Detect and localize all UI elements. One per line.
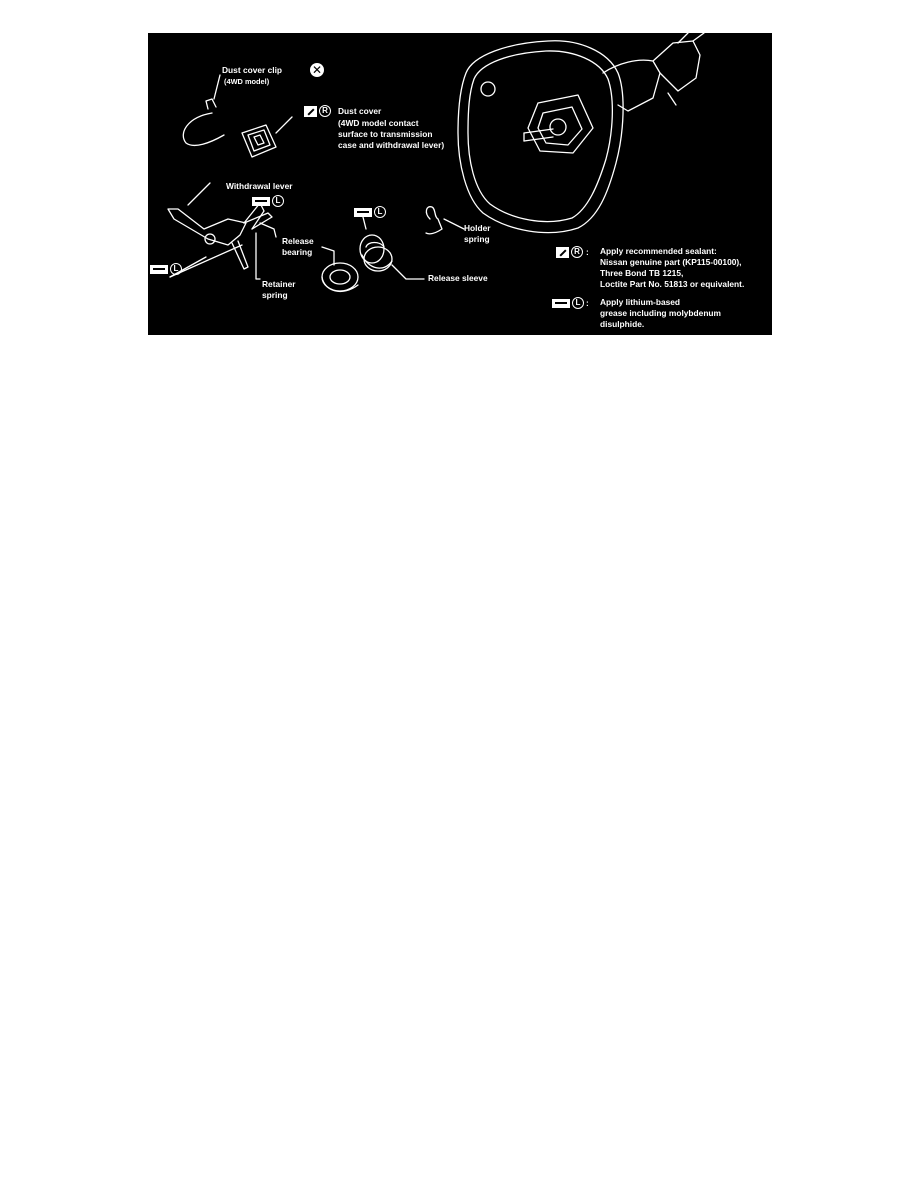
dust-cover-note-line: case and withdrawal lever)	[338, 140, 445, 150]
legend-grease-line: grease including molybdenum	[600, 308, 721, 318]
sealant-icon	[556, 247, 569, 258]
l-circle-icon: L	[374, 206, 386, 218]
holder-spring	[426, 207, 464, 234]
holder-spring-label	[464, 223, 491, 245]
holder-spring-line: Holder	[464, 223, 491, 233]
retainer-spring-line: spring	[262, 290, 288, 300]
discard-symbol	[310, 63, 324, 77]
clutch-release-diagram	[148, 33, 772, 335]
l-circle-icon: L	[572, 297, 584, 309]
legend-grease-line: disulphide.	[600, 319, 645, 329]
legend-sealant-line: Loctite Part No. 51813 or equivalent.	[600, 279, 745, 289]
legend-sealant-line: Apply recommended sealant:	[600, 246, 717, 256]
dust-cover-clip-label: Dust cover clip	[222, 65, 283, 75]
dust-cover-label: Dust cover	[338, 106, 382, 116]
lever-grease-symbol	[252, 195, 284, 207]
transmission-case	[458, 33, 704, 233]
holder-spring-line: spring	[464, 234, 490, 244]
r-circle-icon: R	[571, 246, 583, 258]
legend-colon: :	[586, 247, 589, 257]
legend-sealant-line: Three Bond TB 1215,	[600, 268, 684, 278]
sealant-icon	[304, 106, 317, 117]
dust-cover-note	[338, 118, 444, 151]
grease-icon	[150, 265, 168, 274]
retainer-spring-label	[262, 279, 296, 301]
legend-colon: :	[586, 298, 589, 308]
legend-sealant-symbol	[556, 246, 583, 258]
grease-icon	[252, 197, 270, 206]
legend-sealant-line: Nissan genuine part (KP115-00100),	[600, 257, 742, 267]
dust-cover-note-line: surface to transmission	[338, 129, 433, 139]
l-circle-icon: L	[170, 263, 182, 275]
dust-cover-sealant-symbol	[304, 105, 331, 117]
withdrawal-lever-label: Withdrawal lever	[226, 181, 293, 191]
release-sleeve	[360, 213, 424, 279]
dust-cover	[242, 117, 292, 157]
dust-cover-note-line: (4WD model contact	[338, 118, 419, 128]
release-bearing	[322, 247, 358, 291]
lever-pivot-grease-symbol	[150, 263, 182, 275]
l-circle-icon: L	[272, 195, 284, 207]
retainer-spring	[244, 203, 276, 279]
grease-icon	[354, 208, 372, 217]
r-circle-icon: R	[319, 105, 331, 117]
x-icon: ✕	[311, 63, 323, 77]
legend-grease-symbol	[552, 297, 584, 309]
release-bearing-line: Release	[282, 236, 314, 246]
release-bearing-label	[282, 236, 314, 258]
grease-icon	[552, 299, 570, 308]
release-bearing-line: bearing	[282, 247, 313, 257]
legend-grease-text	[600, 297, 721, 330]
sleeve-grease-symbol	[354, 206, 386, 218]
retainer-spring-line: Retainer	[262, 279, 296, 289]
release-sleeve-label: Release sleeve	[428, 273, 488, 283]
legend-grease-line: Apply lithium-based	[600, 297, 681, 307]
dust-cover-clip-note: (4WD model)	[224, 77, 270, 86]
legend-sealant-text	[600, 246, 744, 290]
dust-cover-clip	[183, 75, 224, 145]
